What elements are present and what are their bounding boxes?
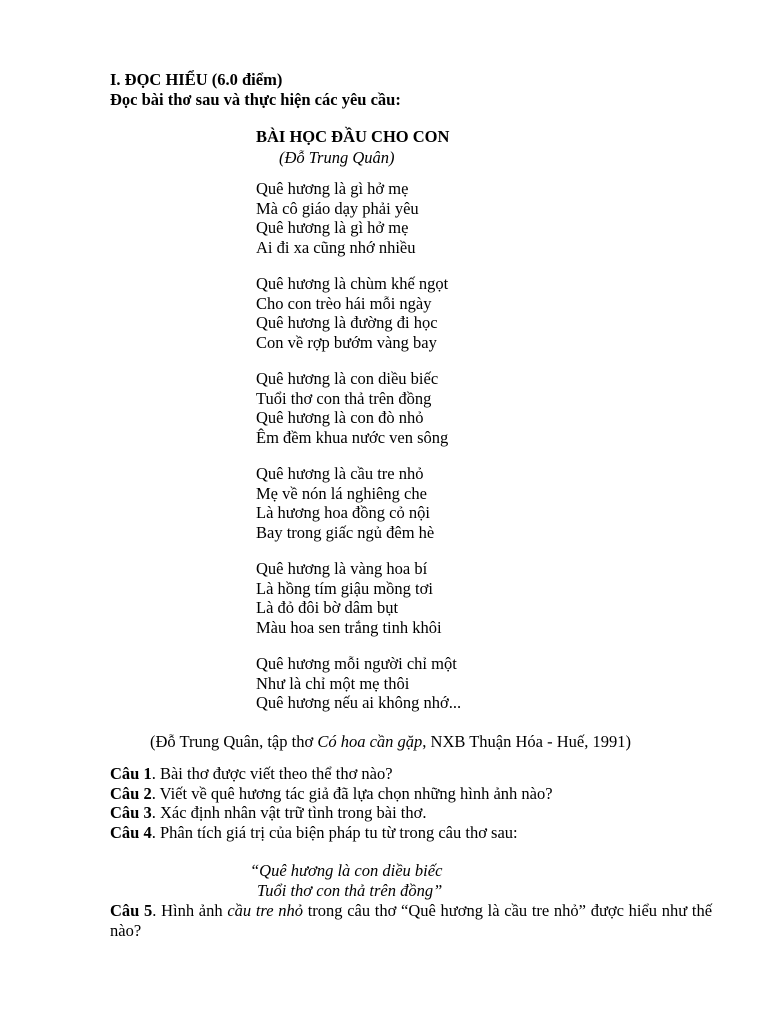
citation-publisher: , NXB Thuận Hóa - Huế, 1991) xyxy=(422,732,631,751)
poem-line: Ai đi xa cũng nhớ nhiều xyxy=(256,237,416,257)
section-instruction: Đọc bài thơ sau và thực hiện các yêu cầu: xyxy=(110,90,401,109)
poem-line: Quê hương là đường đi học xyxy=(256,313,438,332)
poem-line: Bay trong giấc ngủ đêm hè xyxy=(256,522,435,542)
question-label: Câu 1 xyxy=(110,764,152,783)
poem-line: Quê hương nếu ai không nhớ... xyxy=(256,693,462,712)
poem-line: Quê hương là chùm khế ngọt xyxy=(256,274,449,293)
poem-citation xyxy=(150,732,631,751)
poem-line: Quê hương là vàng hoa bí xyxy=(256,559,428,578)
section-title: I. ĐỌC HIỂU (6.0 điểm) xyxy=(110,70,283,89)
question-item xyxy=(110,764,712,784)
question-item xyxy=(110,823,712,843)
question-label: Câu 5 xyxy=(110,901,153,920)
question-text: . Bài thơ được viết theo thể thơ nào? xyxy=(151,764,393,783)
question-item xyxy=(110,803,712,823)
question-text: . Hình ảnh xyxy=(152,901,228,920)
question-emphasis: cầu tre nhỏ xyxy=(227,901,303,920)
question-text: . Xác định nhân vật trữ tình trong bài thơ. xyxy=(151,803,427,822)
poem-line: Con về rợp bướm vàng bay xyxy=(256,332,437,352)
poem-line: Là đỏ đôi bờ dâm bụt xyxy=(256,598,399,617)
citation-author: (Đỗ Trung Quân, tập thơ xyxy=(150,732,318,751)
poem-line: Quê hương là con diều biếc xyxy=(256,369,439,388)
question-text: . Phân tích giá trị của biện pháp tu từ trong câu thơ sau: xyxy=(151,822,518,842)
poem-body xyxy=(256,179,461,730)
stanza xyxy=(256,274,461,352)
citation-book-title: Có hoa cần gặp xyxy=(317,732,423,751)
question-text: trong câu thơ “Quê hương là cầu tre nhỏ” được hiểu như thế nào? xyxy=(110,901,713,940)
poem-line: Quê hương mỗi người chỉ một xyxy=(256,654,457,673)
quoted-line: Tuổi thơ con thả trên đồng” xyxy=(257,880,443,900)
poem-line: Mẹ về nón lá nghiêng che xyxy=(256,483,427,503)
question-label: Câu 3 xyxy=(110,803,152,822)
question-item xyxy=(110,901,712,940)
poem-line: Tuổi thơ con thả trên đồng xyxy=(256,388,432,408)
stanza xyxy=(256,464,461,542)
stanza xyxy=(256,654,461,713)
poem-title: BÀI HỌC ĐẦU CHO CON xyxy=(256,127,450,146)
stanza xyxy=(256,369,461,447)
question-list xyxy=(110,764,712,842)
poem-line: Màu hoa sen trắng tinh khôi xyxy=(256,617,442,637)
question-label: Câu 2 xyxy=(110,783,152,803)
stanza xyxy=(256,179,461,257)
question-label: Câu 4 xyxy=(110,822,152,842)
poem-line: Là hương hoa đồng cỏ nội xyxy=(256,503,430,522)
poem-line: Mà cô giáo dạy phải yêu xyxy=(256,198,419,218)
poem-line: Quê hương là gì hở mẹ xyxy=(256,179,409,198)
question-item xyxy=(110,784,712,804)
poem-line: Êm đềm khua nước ven sông xyxy=(256,427,449,447)
stanza xyxy=(256,559,461,637)
quoted-line: “Quê hương là con diều biếc xyxy=(250,861,443,880)
poem-line: Như là chỉ một mẹ thôi xyxy=(256,673,410,693)
poem-line: Cho con trèo hái mỗi ngày xyxy=(256,293,432,313)
poem-line: Quê hương là con đò nhỏ xyxy=(256,408,424,427)
question-text: . Viết về quê hương tác giả đã lựa chọn những hình ảnh nào? xyxy=(151,783,553,803)
poem-line: Quê hương là gì hở mẹ xyxy=(256,218,409,237)
quoted-verse xyxy=(250,861,442,900)
poem-author: (Đỗ Trung Quân) xyxy=(279,148,395,167)
poem-line: Là hồng tím giậu mồng tơi xyxy=(256,578,433,598)
poem-line: Quê hương là cầu tre nhỏ xyxy=(256,464,424,483)
